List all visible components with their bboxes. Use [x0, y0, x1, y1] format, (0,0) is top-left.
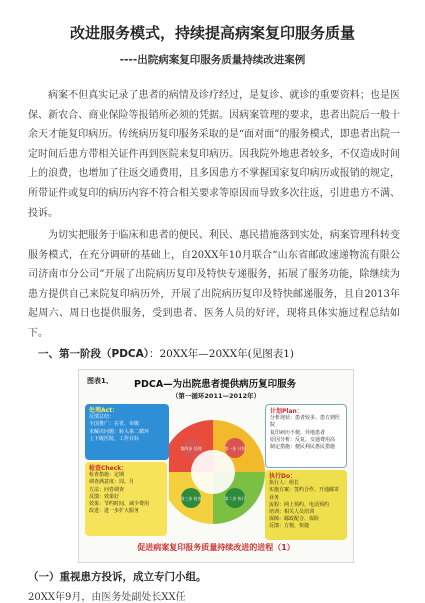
do-line: 执行人：组长	[269, 480, 300, 487]
plan-line: 分析现状：患者较多、患方到医院	[270, 415, 341, 429]
paragraph-2: 为切实把服务于临床和患者的便民、利民、惠民措施落到实处，病案管理科转变服务模式，在充分调研的基础上，自20XX年10月联合“山东省邮政速递物流有限公司济南市分公司”开展了出院病历复印及特快专递服务，拓展了服务功能，除继续为患方提供自己来院复印病历外，开展了出院病历复印及特快邮递服务，且自2013年起周六、周日也提供服务，受到患者、医务人员的好评，现将具体实施过程总结如下。	[28, 230, 400, 339]
stage-number: 一、	[38, 348, 59, 360]
figure-caption: 促进病案复印报务质量持续改进的进程（1）	[137, 543, 295, 552]
act-line: 反馈总结：	[89, 414, 115, 421]
check-line: 效果：节约时间、减少费用	[89, 501, 150, 508]
figure-label: 图表1、	[87, 377, 113, 385]
plan-line: 复印病历不便、异地患者	[270, 429, 326, 436]
pdca-cycle-diagram	[169, 406, 265, 538]
section-heading: （一）重视患方投诉，成立专门小组。	[28, 571, 207, 583]
do-line: 反馈：方便、快捷	[269, 523, 310, 530]
do-box	[265, 470, 347, 540]
cycle-act-label: 第四步 处理	[180, 446, 202, 451]
page-subtitle: ----出院病案复印服务质量持续改进案例	[119, 54, 306, 66]
check-line: 改进：进一步扩大服务	[89, 508, 140, 515]
check-box	[85, 462, 167, 536]
do-line: 流程：网上预约、电话预约	[269, 501, 330, 508]
stage-label: 第一阶段（PDCA）	[59, 348, 149, 360]
check-line: 方法：问卷调查	[89, 486, 125, 493]
stage-text: ：20XX年—20XX年(见图表1)	[149, 348, 294, 360]
check-line: 反馈：效果好	[89, 493, 120, 500]
plan-heading: 计划Plan：	[270, 408, 303, 415]
cycle-do-label: 第二步 执行	[224, 496, 246, 501]
pdca-figure	[78, 369, 354, 563]
plan-line: 原因分析：反复、交通费用高	[270, 436, 336, 443]
plan-box	[265, 404, 347, 468]
stage-heading	[38, 346, 294, 361]
act-line: 全国推广：在省、市级	[89, 421, 140, 428]
paragraph-1: 病案不但真实记录了患者的病情及诊疗经过，是复诊、就诊的重要资料；也是医保、新农合、商业保险等报销所必须的凭据。因病案管理的要求，患者出院后一般十余天才能复印病历。传统病历复印服务采取的是“面对面”的服务模式，即患者出院一定时间后患方带相关证件再到医院来复印病历。因我院外地患者较多，不仅造成时间上的浪费，也增加了往返交通费用，且多因患方不掌握国家复印病历或报销的规定，所带证件或复印的病历内容不符合相关要求等原因而导致多次往返，引进患方不满、投诉。	[28, 90, 400, 219]
do-line: 实施方案：签约合作、开通邮寄业务	[269, 487, 340, 501]
do-heading: 执行Do：	[269, 473, 297, 480]
act-box	[85, 404, 169, 460]
do-line: 保障：邮政配合、保险	[269, 516, 320, 523]
check-line: 调查满意度：周、月	[89, 479, 135, 486]
plan-line: 制定措施：便民利民惠民措施	[270, 444, 336, 451]
act-heading: 处理Act：	[89, 407, 119, 414]
figure-subtitle: （第一循环2011—2012年）	[171, 392, 261, 400]
page-title: 改进服务模式，持续提高病案复印服务质量	[69, 24, 355, 42]
check-heading: 检查Check：	[89, 465, 128, 472]
act-line: 未解决问题：转入第二循环	[89, 428, 150, 435]
do-line: 培训：相关人员培训	[269, 509, 315, 516]
cycle-center	[191, 450, 235, 494]
cycle-check-label: 第三步 检查	[180, 496, 202, 501]
cycle-plan-label: 第一步 计划	[224, 446, 246, 451]
check-line: 检查措施：定期	[89, 472, 125, 479]
figure-title: PDCA—为出院患者提供病历复印服务	[134, 379, 297, 390]
paragraph-3-start: 20XX年9月，由医务处副处长XX任	[28, 592, 186, 603]
act-line: 上下级医院，工作目标	[89, 435, 140, 442]
